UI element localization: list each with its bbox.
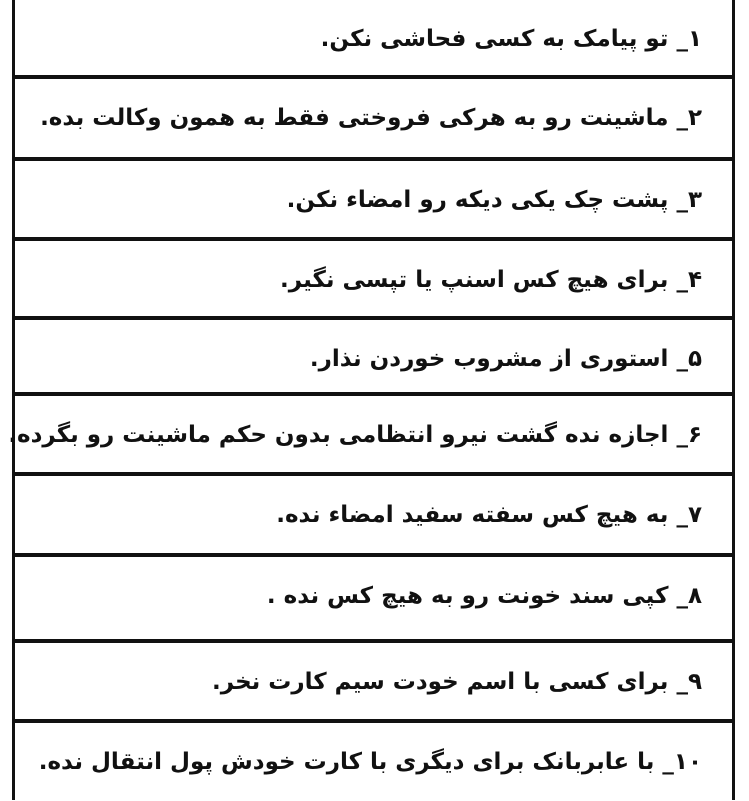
rule-text-1: ۱_ تو پیامک به کسی فحاشی نکن. (320, 26, 702, 52)
rule-text-5: ۵_ استوری از مشروب خوردن نذار. (309, 346, 702, 372)
rule-item-8 (15, 557, 732, 635)
rule-item-10 (15, 723, 732, 801)
rule-text-10: ۱۰_ با عابربانک برای دیگری با کارت خودش پول انتقال نده. (38, 749, 702, 775)
rule-item-9 (15, 643, 732, 721)
rule-text-3: ۳_ پشت چک یکی دیکه رو امضاء نکن. (286, 187, 702, 213)
rule-item-4 (15, 241, 732, 319)
rule-text-2: ۲_ ماشینت رو به هرکی فروختی فقط به همون وکالت بده. (40, 105, 702, 131)
rule-text-7: ۷_ به هیچ کس سفته سفید امضاء نده. (276, 502, 702, 528)
rule-list (8, 0, 735, 800)
rule-text-9: ۹_ برای کسی با اسم خودت سیم کارت نخر. (212, 669, 702, 695)
rule-item-5 (15, 320, 732, 398)
rule-text-8: ۸_ کپی سند خونت رو به هیچ کس نده . (266, 583, 702, 609)
rule-text-4: ۴_ برای هیچ کس اسنپ یا تپسی نگیر. (280, 267, 702, 293)
rule-item-3 (15, 161, 732, 239)
rule-item-2 (15, 79, 732, 157)
rule-item-6 (8, 396, 732, 474)
rule-item-7 (15, 476, 732, 554)
rule-text-6: ۶_ اجازه نده گشت نیرو انتظامی بدون حکم ماشینت رو بگرده. (8, 422, 702, 448)
rule-item-1 (15, 0, 732, 78)
